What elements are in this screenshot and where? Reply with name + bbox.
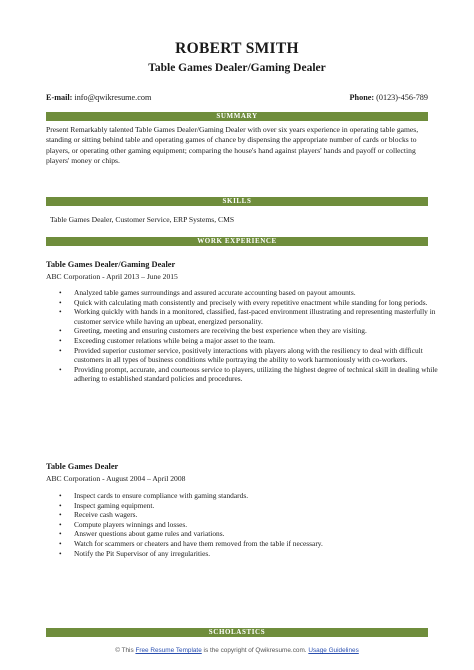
email-value[interactable]: info@qwikresume.com: [74, 93, 152, 102]
list-item: • Compute players winnings and losses.: [74, 520, 444, 530]
work-experience-heading: WORK EXPERIENCE: [46, 237, 428, 246]
list-item: • Exceeding customer relations while being a major asset to the team.: [74, 336, 444, 346]
footer-middle: is the copyright of Qwikresume.com.: [203, 647, 307, 654]
list-item: • Receive cash wagers.: [74, 510, 444, 520]
list-item: • Answer questions about game rules and variations.: [74, 529, 444, 539]
candidate-title: Table Games Dealer/Gaming Dealer: [148, 62, 326, 74]
list-item: • Working quickly with hands in a monitored, classified, fast-paced environment illustrating and representing masterfully in customer service while having an upbeat, energized personality.: [74, 307, 444, 326]
job-1-bullets: [46, 288, 444, 384]
phone-line: [350, 93, 428, 102]
list-item: • Provided superior customer service, positively interactions with players along with the resiliency to deal with difficult customers in all types of business conditions while portraying the ability to work harmoniously with co-workers.: [74, 346, 444, 365]
footer-prefix: This: [121, 647, 134, 654]
usage-guidelines-link[interactable]: Usage Guidelines: [308, 647, 359, 654]
list-item: • Notify the Pit Supervisor of any irregularities.: [74, 549, 444, 559]
copyright-icon: ©: [115, 647, 120, 654]
free-resume-template-link[interactable]: Free Resume Template: [135, 647, 202, 654]
phone-label: Phone:: [349, 93, 375, 102]
skills-heading: SKILLS: [46, 197, 428, 206]
list-item: • Inspect gaming equipment.: [74, 501, 444, 511]
list-item: • Watch for scammers or cheaters and have them removed from the table if necessary.: [74, 539, 444, 549]
job-2-company-dates: ABC Corporation - August 2004 – April 2008: [46, 474, 186, 483]
list-item: • Analyzed table games surroundings and assured accurate accounting based on payout amounts.: [74, 288, 444, 298]
scholastics-heading: SCHOLASTICS: [46, 628, 428, 637]
footer: [0, 647, 474, 654]
candidate-name: ROBERT SMITH: [175, 40, 299, 57]
skills-text: Table Games Dealer, Customer Service, ERP Systems, CMS: [50, 215, 235, 224]
job-2-bullets: [46, 491, 444, 558]
email-line: [46, 93, 151, 102]
phone-value: (0123)-456-789: [376, 93, 428, 102]
email-label: E-mail:: [46, 93, 73, 102]
list-item: • Providing prompt, accurate, and courteous service to players, utilizing the highest degree of technical skill in dealing while adhering to established standard policies and procedures.: [74, 365, 444, 384]
job-1-title: Table Games Dealer/Gaming Dealer: [46, 260, 176, 269]
list-item: • Inspect cards to ensure compliance with gaming standards.: [74, 491, 444, 501]
job-1-company-dates: ABC Corporation - April 2013 – June 2015: [46, 272, 178, 281]
job-2-title: Table Games Dealer: [46, 462, 119, 471]
list-item: • Greeting, meeting and ensuring customers are receiving the best experience when they are visiting.: [74, 326, 444, 336]
list-item: • Quick with calculating math consistently and precisely with every repetitive enactment while standing for long periods.: [74, 298, 444, 308]
summary-text: Present Remarkably talented Table Games Dealer/Gaming Dealer with over six years experience in operating table games, standing or sitting behind table and operating games of chance by dispensing the appropriate number of cards or blocks to players, or operating other gaming equipment; comparing the house's hand against players' hands and payoff or collecting players' money or chips.: [46, 125, 419, 166]
summary-heading: SUMMARY: [46, 112, 428, 121]
